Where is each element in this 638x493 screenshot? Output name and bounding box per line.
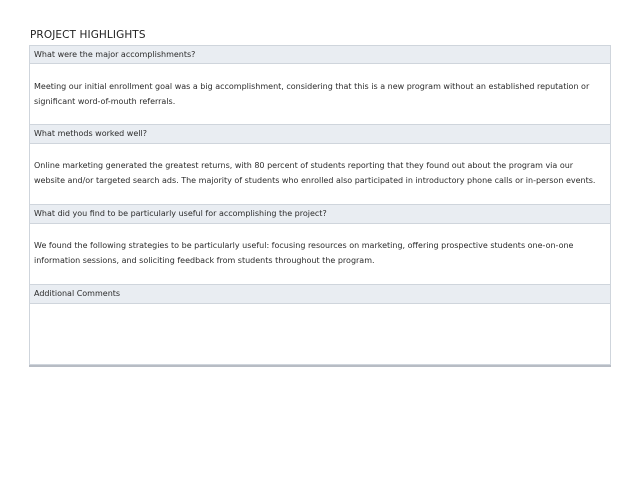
- answer-additional-comments[interactable]: [29, 304, 611, 365]
- question-additional-comments: Additional Comments: [29, 285, 611, 304]
- question-accomplishments: What were the major accomplishments?: [29, 45, 611, 64]
- answer-accomplishments[interactable]: Meeting our initial enrollment goal was a big accomplishment, considering that this is a new program without an established reputation or significant word-of-mouth referrals.: [29, 64, 611, 125]
- page-title: PROJECT HIGHLIGHTS: [30, 29, 146, 41]
- question-useful: What did you find to be particularly useful for accomplishing the project?: [29, 205, 611, 224]
- project-highlights-table: [29, 45, 611, 367]
- answer-methods[interactable]: Online marketing generated the greatest returns, with 80 percent of students reporting that they found out about the program via our website and/or targeted search ads. The majority of students who enrolled also participated in introductory phone calls or in-person events.: [29, 144, 611, 205]
- answer-useful[interactable]: We found the following strategies to be particularly useful: focusing resources on marketing, offering prospective students one-on-one information sessions, and soliciting feedback from students throughout the program.: [29, 224, 611, 285]
- question-methods: What methods worked well?: [29, 125, 611, 144]
